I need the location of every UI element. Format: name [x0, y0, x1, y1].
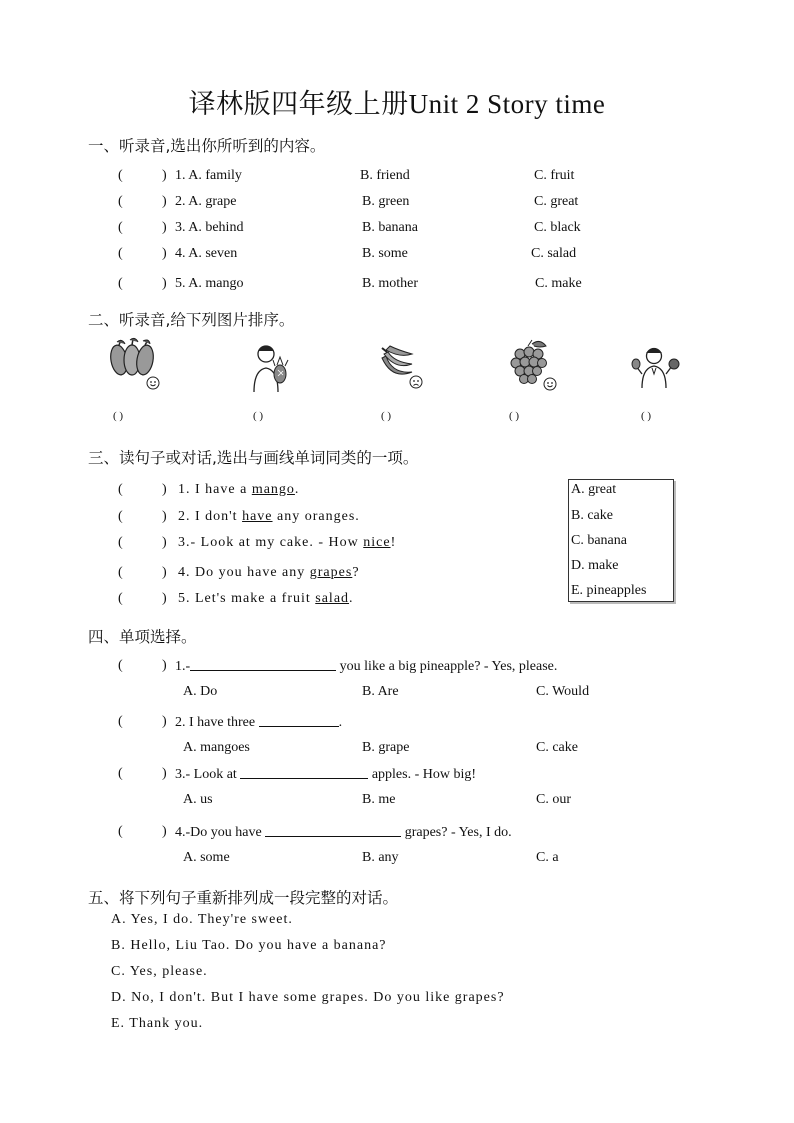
question-prefix: 1. I have a	[178, 482, 252, 497]
dialogue-line: B. Hello, Liu Tao. Do you have a banana?	[111, 938, 387, 953]
question-prefix: 5. Let's make a fruit	[178, 591, 316, 606]
question-row	[0, 480, 560, 500]
close-paren: )	[162, 535, 167, 550]
box-option-c: C. banana	[571, 533, 627, 548]
open-paren: (	[118, 482, 123, 497]
picture-order-parentheses: ( )	[113, 410, 124, 422]
open-paren: (	[118, 658, 123, 673]
close-paren: )	[162, 591, 167, 606]
answer-blank	[190, 656, 336, 671]
picture-order-parentheses: ( )	[381, 410, 392, 422]
close-paren: )	[162, 194, 167, 209]
open-paren: (	[118, 220, 123, 235]
question-row	[0, 192, 794, 212]
close-paren: )	[162, 482, 167, 497]
option-a: A. some	[183, 850, 230, 865]
question-row	[0, 822, 794, 842]
question-prefix: 3.- Look at my cake. - How	[178, 535, 364, 550]
option-c: C. great	[534, 194, 579, 209]
section-3-heading: 三、读句子或对话,选出与画线单词同类的一项。	[88, 449, 419, 467]
option-c: C. salad	[531, 246, 577, 261]
option-a: 4. A. seven	[175, 246, 238, 261]
grapes-smile-image	[506, 338, 562, 394]
question-text	[178, 507, 360, 527]
close-paren: )	[162, 276, 167, 291]
answer-blank	[265, 822, 401, 837]
section-4-heading: 四、单项选择。	[88, 628, 197, 646]
underlined-word: nice	[363, 535, 391, 550]
option-b: B. any	[362, 850, 399, 865]
open-paren: (	[118, 591, 123, 606]
dialogue-line: E. Thank you.	[111, 1016, 204, 1031]
question-row	[0, 166, 794, 186]
option-b: B. banana	[362, 220, 418, 235]
question-prefix: 1.-	[175, 659, 191, 674]
question-row	[0, 533, 560, 553]
dialogue-line: A. Yes, I do. They're sweet.	[111, 912, 293, 927]
section-1-heading: 一、听录音,选出你所听到的内容。	[88, 137, 326, 155]
question-prefix: 2. I don't	[178, 509, 243, 524]
option-a: 2. A. grape	[175, 194, 237, 209]
options-row	[0, 682, 794, 702]
question-row	[0, 589, 560, 609]
option-b: B. some	[362, 246, 408, 261]
option-b: B. me	[362, 792, 396, 807]
open-paren: (	[118, 194, 123, 209]
close-paren: )	[162, 168, 167, 183]
option-c: C. our	[536, 792, 571, 807]
close-paren: )	[162, 824, 167, 839]
question-prefix: 4. Do you have any	[178, 565, 310, 580]
close-paren: )	[162, 766, 167, 781]
option-b: B. mother	[362, 276, 418, 291]
option-c: C. fruit	[534, 168, 575, 183]
option-c: C. make	[535, 276, 582, 291]
boy-with-fruit-image	[630, 344, 684, 390]
option-b: B. friend	[360, 168, 410, 183]
question-row	[0, 764, 794, 784]
option-b: B. green	[362, 194, 410, 209]
question-prefix: 2. I have three	[175, 715, 259, 730]
box-option-a: A. great	[571, 482, 617, 497]
open-paren: (	[118, 824, 123, 839]
question-row	[0, 274, 794, 294]
question-row	[0, 244, 794, 264]
question-suffix: .	[349, 591, 354, 606]
close-paren: )	[162, 714, 167, 729]
underlined-word: mango	[251, 482, 295, 497]
bananas-frown-image	[376, 340, 426, 392]
question-text	[178, 533, 396, 553]
option-c: C. black	[534, 220, 581, 235]
options-row	[0, 848, 794, 868]
option-c: C. a	[536, 850, 559, 865]
open-paren: (	[118, 766, 123, 781]
question-suffix: you like a big pineapple? - Yes, please.	[336, 659, 558, 674]
picture-order-parentheses: ( )	[253, 410, 264, 422]
close-paren: )	[162, 246, 167, 261]
picture-order-parentheses: ( )	[509, 410, 520, 422]
open-paren: (	[118, 168, 123, 183]
question-text	[175, 764, 476, 785]
dialogue-line: C. Yes, please.	[111, 964, 208, 979]
question-row	[0, 507, 560, 527]
open-paren: (	[118, 535, 123, 550]
question-suffix: .	[294, 482, 300, 497]
box-option-d: D. make	[571, 558, 619, 573]
answer-blank	[259, 712, 339, 727]
option-b: B. grape	[362, 740, 410, 755]
option-a: A. mangoes	[183, 740, 250, 755]
underlined-word: grapes	[309, 565, 353, 580]
question-text	[175, 656, 557, 677]
question-text	[178, 563, 360, 583]
question-suffix: !	[390, 535, 397, 550]
options-row	[0, 738, 794, 758]
underlined-word: have	[242, 509, 273, 524]
picture-order-parentheses: ( )	[641, 410, 652, 422]
dialogue-line: D. No, I don't. But I have some grapes. Do you like grapes?	[111, 990, 505, 1005]
close-paren: )	[162, 658, 167, 673]
section-2-heading: 二、听录音,给下列图片排序。	[88, 311, 295, 329]
open-paren: (	[118, 246, 123, 261]
option-a: 1. A. family	[175, 168, 242, 183]
question-row	[0, 712, 794, 732]
option-c: C. Would	[536, 684, 590, 699]
question-prefix: 4.-Do you have	[175, 825, 266, 840]
open-paren: (	[118, 509, 123, 524]
option-a: 3. A. behind	[175, 220, 244, 235]
mangoes-smile-image	[105, 336, 167, 392]
question-text	[178, 589, 354, 609]
question-row	[0, 656, 794, 676]
close-paren: )	[162, 509, 167, 524]
page-title: 译林版四年级上册Unit 2 Story time	[188, 89, 606, 119]
option-a: 5. A. mango	[175, 276, 244, 291]
option-a: A. Do	[183, 684, 218, 699]
section-5-heading: 五、将下列句子重新排列成一段完整的对话。	[88, 889, 399, 907]
option-a: A. us	[183, 792, 213, 807]
box-option-b: B. cake	[571, 508, 613, 523]
underlined-word: salad	[315, 591, 350, 606]
question-prefix: 3.- Look at	[175, 767, 241, 782]
boy-with-pineapple-image	[248, 340, 298, 394]
question-suffix: grapes? - Yes, I do.	[401, 825, 512, 840]
box-option-e: E. pineapples	[571, 583, 647, 598]
option-b: B. Are	[362, 684, 399, 699]
options-row	[0, 790, 794, 810]
question-row	[0, 563, 560, 583]
option-box	[568, 479, 674, 602]
answer-blank	[240, 764, 368, 779]
close-paren: )	[162, 220, 167, 235]
question-text	[175, 712, 342, 733]
question-suffix: .	[338, 715, 343, 730]
question-text	[175, 822, 512, 843]
open-paren: (	[118, 276, 123, 291]
open-paren: (	[118, 565, 123, 580]
question-text	[178, 480, 299, 500]
option-c: C. cake	[536, 740, 578, 755]
close-paren: )	[162, 565, 167, 580]
question-suffix: any oranges.	[272, 509, 360, 524]
question-row	[0, 218, 794, 238]
question-suffix: ?	[352, 565, 360, 580]
open-paren: (	[118, 714, 123, 729]
question-suffix: apples. - How big!	[368, 767, 477, 782]
